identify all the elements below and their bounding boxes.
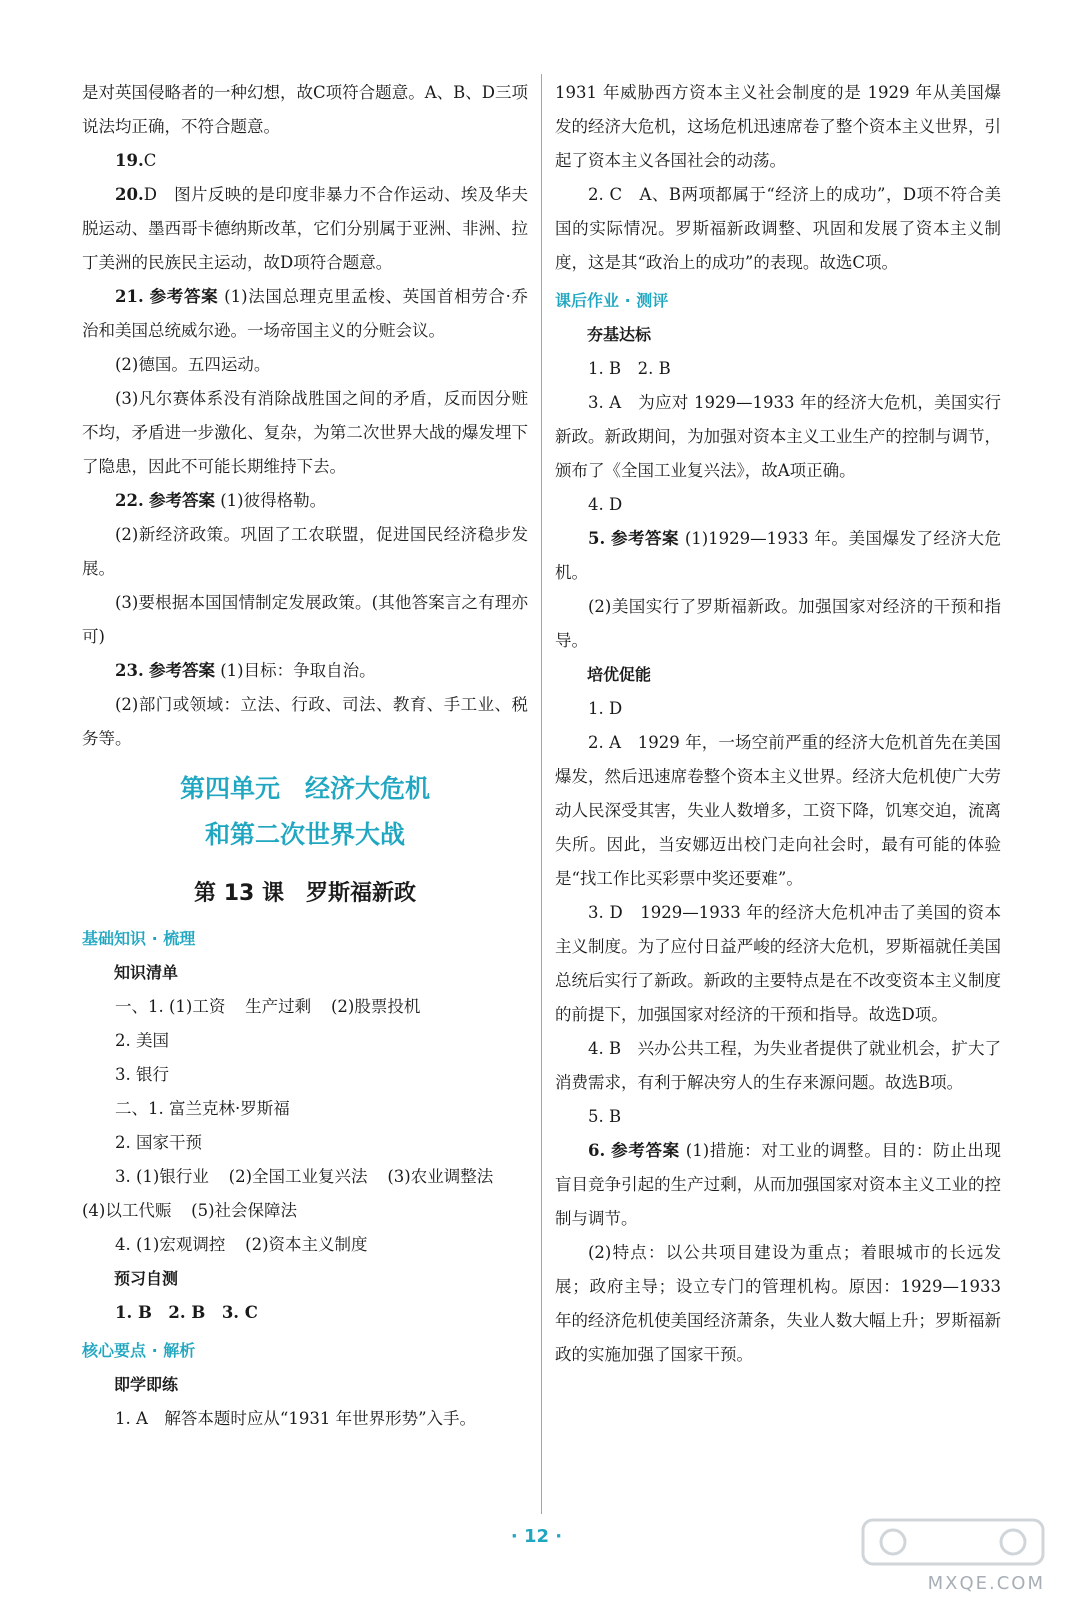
knowledge-item-2: 2. 美国 bbox=[115, 1031, 169, 1050]
homework-answer-4: 4. D bbox=[588, 495, 623, 514]
lesson-title: 第 13 课 罗斯福新政 bbox=[194, 881, 416, 906]
left-column bbox=[82, 76, 528, 1436]
homework-answer-5-1 bbox=[555, 522, 1001, 590]
answer-22-tag: 参考答案 bbox=[148, 491, 215, 510]
answer-19-number: 19. bbox=[115, 151, 144, 170]
answer-22-number: 22. bbox=[115, 491, 144, 510]
homework-answer-3: 3. A 为应对 1929—1933 年的经济大危机，美国实行新政。新政期间，为加强对资本主义工业生产的控制与调节，颁布了《全国工业复兴法》，故A项正确。 bbox=[555, 393, 1001, 480]
homework-5-part1: (1)1929—1933 年。美国爆发了经济大危机。 bbox=[555, 529, 1002, 582]
answer-22-2: (2)新经济政策。巩固了工农联盟，促进国民经济稳步发展。 bbox=[82, 525, 528, 578]
knowledge-6c: (3)农业调整法 bbox=[387, 1167, 494, 1186]
subsection-basic: 夯基达标 bbox=[587, 325, 652, 344]
watermark-text: MXQE.COM bbox=[927, 1573, 1045, 1594]
preview-answers: 1. B 2. B 3. C bbox=[115, 1303, 258, 1322]
advance-answer-2: 2. A 1929 年，一场空前严重的经济大危机首先在美国爆发，然后迅速席卷整个资本主义世界。经济大危机使广大劳动人民深受其害，失业人数增多，工资下降，饥寒交迫，流离失所。因此，当安娜迈出校门走向社会时，最有可能的体验是“找工作比买彩票中奖还要难”。 bbox=[555, 733, 1001, 888]
page-number: · 12 · bbox=[510, 1526, 563, 1547]
answer-23-1 bbox=[82, 654, 528, 688]
knowledge-item-3: 3. 银行 bbox=[115, 1065, 169, 1084]
subsection-preview-test: 预习自测 bbox=[114, 1269, 179, 1288]
knowledge-1a: 一、1. (1)工资 bbox=[115, 997, 226, 1016]
answer-22-3: (3)要根据本国国情制定发展政策。(其他答案言之有理亦可) bbox=[82, 593, 528, 646]
knowledge-6d: (4)以工代赈 bbox=[82, 1201, 172, 1220]
advance-answer-4: 4. B 兴办公共工程，为失业者提供了就业机会，扩大了消费需求，有利于解决穷人的生存来源问题。故选B项。 bbox=[555, 1039, 1001, 1092]
answer-21-2: (2)德国。五四运动。 bbox=[115, 355, 271, 374]
knowledge-6b: (2)全国工业复兴法 bbox=[228, 1167, 368, 1186]
answer-21-3: (3)凡尔赛体系没有消除战胜国之间的矛盾，反而因分赃不均，矛盾进一步激化、复杂，为第二次世界大战的爆发埋下了隐患，因此不可能长期维持下去。 bbox=[82, 389, 528, 476]
section-homework: 课后作业 · 测评 bbox=[555, 291, 669, 310]
homework-5-tag: 参考答案 bbox=[611, 529, 680, 548]
unit-title bbox=[82, 766, 528, 858]
left-paragraph-continuation: 是对英国侵略者的一种幻想，故C项符合题意。A、B、D三项说法均正确，不符合题意。 bbox=[82, 83, 528, 136]
answer-23-tag: 参考答案 bbox=[148, 661, 215, 680]
advance-6-number: 6. bbox=[588, 1141, 606, 1160]
knowledge-item-7 bbox=[82, 1228, 528, 1262]
knowledge-1b: 生产过剩 bbox=[245, 997, 312, 1016]
knowledge-6e: (5)社会保障法 bbox=[191, 1201, 298, 1220]
advance-answer-6-2: (2)特点：以公共项目建设为重点；着眼城市的长远发展；政府主导；设立专门的管理机构。原因：1929—1933 年的经济危机使美国经济萧条，失业人数大幅上升；罗斯福新政的实施加强了国家干预。 bbox=[555, 1243, 1001, 1364]
answer-22-part1: (1)彼得格勒。 bbox=[220, 491, 327, 510]
knowledge-7a: 4. (1)宏观调控 bbox=[115, 1235, 226, 1254]
homework-answer-5-2: (2)美国实行了罗斯福新政。加强国家对经济的干预和指导。 bbox=[555, 597, 1001, 650]
practice-answer-1: 1. A 解答本题时应从“1931 年世界形势”入手。 bbox=[115, 1409, 477, 1428]
answer-20-text: D 图片反映的是印度非暴力不合作运动、埃及华夫脱运动、墨西哥卡德纳斯改革，它们分别属于亚洲、非洲、拉丁美洲的民族民主运动，故D项符合题意。 bbox=[82, 185, 528, 272]
answer-23-2: (2)部门或领域：立法、行政、司法、教育、手工业、税务等。 bbox=[82, 695, 528, 748]
answer-21-part1: (1)法国总理克里孟梭、英国首相劳合·乔治和美国总统威尔逊。一场帝国主义的分赃会议。 bbox=[82, 287, 528, 340]
subsection-advance: 培优促能 bbox=[587, 665, 652, 684]
advance-6-part1: (1)措施：对工业的调整。目的：防止出现盲目竞争引起的生产过剩，从而加强国家对资本主义工业的控制与调节。 bbox=[555, 1141, 1002, 1228]
advance-answer-1: 1. D bbox=[588, 699, 623, 718]
knowledge-item-5: 2. 国家干预 bbox=[115, 1133, 202, 1152]
homework-5-number: 5. bbox=[588, 529, 606, 548]
answer-23-number: 23. bbox=[115, 661, 144, 680]
advance-answer-3: 3. D 1929—1933 年的经济大危机冲击了美国的资本主义制度。为了应付日益严峻的经济大危机，罗斯福就任美国总统后实行了新政。新政的主要特点是在不改变资本主义制度的前提下，加强国家对经济的干预和指导。故选D项。 bbox=[555, 903, 1001, 1024]
answer-21-1 bbox=[82, 280, 528, 348]
advance-6-tag: 参考答案 bbox=[611, 1141, 680, 1160]
section-core-points: 核心要点 · 解析 bbox=[82, 1341, 196, 1360]
answer-20-number: 20. bbox=[115, 185, 144, 204]
knowledge-1c: (2)股票投机 bbox=[330, 997, 421, 1016]
knowledge-item-1 bbox=[82, 990, 528, 1024]
right-paragraph-continuation: 1931 年威胁西方资本主义社会制度的是 1929 年从美国爆发的经济大危机，这场危机迅速席卷了整个资本主义世界，引起了资本主义各国社会的动荡。 bbox=[555, 83, 1001, 170]
knowledge-item-4: 二、1. 富兰克林·罗斯福 bbox=[115, 1099, 290, 1118]
answer-23-part1: (1)目标：争取自治。 bbox=[220, 661, 376, 680]
answer-22-1 bbox=[82, 484, 528, 518]
practice-answer-2: 2. C A、B两项都属于“经济上的成功”，D项不符合美国的实际情况。罗斯福新政调整、巩固和发展了资本主义制度，这是其“政治上的成功”的表现。故选C项。 bbox=[555, 185, 1001, 272]
answer-19 bbox=[82, 144, 528, 178]
subsection-practice: 即学即练 bbox=[114, 1375, 179, 1394]
unit-title-line-2: 和第二次世界大战 bbox=[204, 820, 405, 849]
column-divider bbox=[541, 74, 542, 1514]
answer-21-tag: 参考答案 bbox=[149, 287, 219, 306]
knowledge-6a: 3. (1)银行业 bbox=[115, 1167, 209, 1186]
answer-19-text: C bbox=[143, 151, 157, 170]
answer-21-number: 21. bbox=[115, 287, 144, 306]
answer-20 bbox=[82, 178, 528, 280]
homework-answers-1-2: 1. B 2. B bbox=[588, 359, 671, 378]
unit-title-line-1: 第四单元 经济大危机 bbox=[179, 774, 430, 803]
knowledge-7b: (2)资本主义制度 bbox=[245, 1235, 368, 1254]
advance-answer-6-1 bbox=[555, 1134, 1001, 1236]
advance-answer-5: 5. B bbox=[588, 1107, 622, 1126]
knowledge-item-6 bbox=[82, 1160, 528, 1194]
section-basic-knowledge: 基础知识 · 梳理 bbox=[82, 929, 196, 948]
subsection-knowledge-list: 知识清单 bbox=[114, 963, 179, 982]
knowledge-item-6-cont bbox=[82, 1194, 528, 1228]
right-column bbox=[555, 76, 1001, 1372]
